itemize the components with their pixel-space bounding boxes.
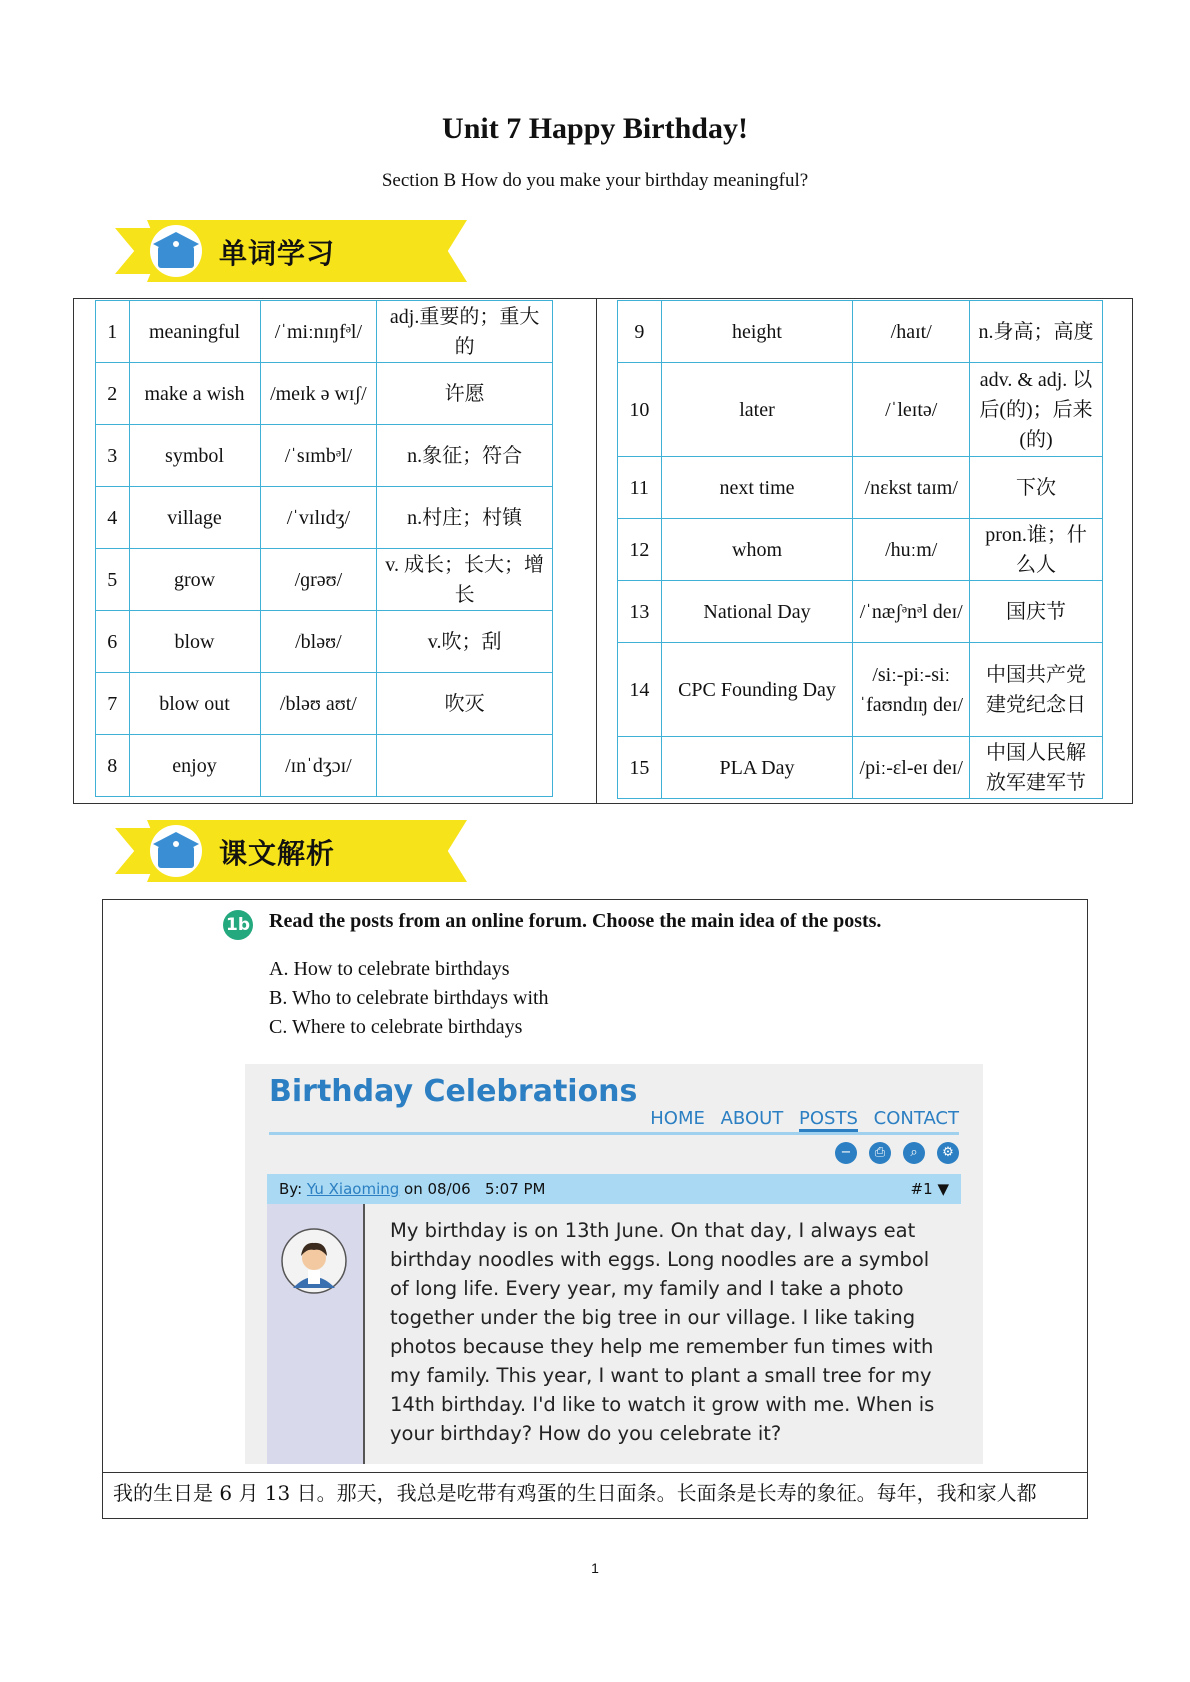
vocab-word: PLA Day	[661, 737, 853, 799]
post-sidebar	[267, 1204, 365, 1464]
nav-about[interactable]: ABOUT	[720, 1108, 784, 1129]
forum-nav	[640, 1108, 959, 1129]
post-body: My birthday is on 13th June. On that day, I always eat birthday noodles with eggs. Long noodles are a symbol of long life. Every year, my family and I take a photo together under the big tree in our village. I like taking photos because they help me remember fun times with my family. This year, I want to plant a small tree for my 14th birthday. I'd like to watch it grow with me. When is your birthday? How do you celebrate it?	[390, 1219, 935, 1445]
vocab-meaning: v. 成长；长大；增长	[377, 549, 553, 611]
vocab-meaning	[377, 735, 553, 797]
vocab-row	[96, 611, 553, 673]
vocab-phonetic: /ɡrəʊ/	[260, 549, 377, 611]
vocab-word: symbol	[129, 425, 260, 487]
option-a: A. How to celebrate birthdays	[269, 958, 510, 980]
vocab-number: 9	[618, 301, 662, 363]
vocab-meaning: 下次	[970, 457, 1103, 519]
translation-line: 我的生日是 6 月 13 日。那天，我总是吃带有鸡蛋的生日面条。长面条是长寿的象征。每年，我和家人都	[103, 1472, 1088, 1519]
vocab-number: 4	[96, 487, 130, 549]
vocab-word: whom	[661, 519, 853, 581]
by-label: By:	[279, 1180, 303, 1198]
vocab-number: 12	[618, 519, 662, 581]
vocab-number: 11	[618, 457, 662, 519]
forum-toolbar	[827, 1142, 959, 1164]
vocab-row	[96, 735, 553, 797]
vocab-phonetic: /siː-piː-siː ˈfaʊndɪŋ deɪ/	[853, 643, 970, 737]
vocab-table-right	[617, 300, 1103, 799]
vocab-number: 3	[96, 425, 130, 487]
vocab-meaning: 国庆节	[970, 581, 1103, 643]
vocab-row	[618, 457, 1103, 519]
vocab-phonetic: /meɪk ə wɪʃ/	[260, 363, 377, 425]
vocab-meaning: n.村庄；村镇	[377, 487, 553, 549]
vocab-phonetic: /ˈnæʃᵊnᵊl deɪ/	[853, 581, 970, 643]
forum-screenshot	[245, 1064, 983, 1464]
vocab-word: enjoy	[129, 735, 260, 797]
vocab-word: later	[661, 363, 853, 457]
nav-contact[interactable]: CONTACT	[873, 1108, 959, 1129]
option-c: C. Where to celebrate birthdays	[269, 1016, 523, 1038]
vocab-word: blow out	[129, 673, 260, 735]
vocab-phonetic: /nɛkst taɪm/	[853, 457, 970, 519]
page-subtitle: Section B How do you make your birthday meaningful?	[381, 170, 809, 191]
vocab-row	[618, 363, 1103, 457]
page-number: 1	[591, 1560, 599, 1576]
graduation-cap-icon	[149, 224, 203, 278]
vocab-meaning: pron.谁；什么人	[970, 519, 1103, 581]
lesson-section-title: 课文解析	[219, 837, 336, 870]
vocab-phonetic: /ˈleɪtə/	[853, 363, 970, 457]
vocab-word: height	[661, 301, 853, 363]
vocab-word: grow	[129, 549, 260, 611]
vocab-section-banner	[115, 218, 505, 284]
lesson-frame	[102, 899, 1088, 1519]
dropdown-arrow-icon[interactable]: ▼	[937, 1180, 949, 1198]
vocab-phonetic: /bləʊ/	[260, 611, 377, 673]
vocab-number: 2	[96, 363, 130, 425]
vocab-phonetic: /piː-ɛl-eɪ deɪ/	[853, 737, 970, 799]
vocab-meaning: 中国人民解放军建军节	[970, 737, 1103, 799]
print-icon[interactable]: ⎙	[869, 1142, 891, 1164]
vocab-row	[618, 519, 1103, 581]
vocab-row	[618, 581, 1103, 643]
vocab-phonetic: /ˈvɪlɪdʒ/	[260, 487, 377, 549]
vocab-row	[618, 643, 1103, 737]
vocab-word: CPC Founding Day	[661, 643, 853, 737]
vocab-meaning: n.象征；符合	[377, 425, 553, 487]
vocab-meaning: 许愿	[377, 363, 553, 425]
vocab-number: 13	[618, 581, 662, 643]
vocab-phonetic: /ˈsɪmbᵊl/	[260, 425, 377, 487]
vocab-word: National Day	[661, 581, 853, 643]
page-title: Unit 7 Happy Birthday!	[442, 112, 748, 145]
post-header	[267, 1174, 961, 1204]
post-number: #1	[910, 1180, 933, 1198]
vocab-phonetic: /ˈmiːnɪŋfᵊl/	[260, 301, 377, 363]
vocab-number: 8	[96, 735, 130, 797]
nav-home[interactable]: HOME	[650, 1108, 705, 1129]
vocab-word: make a wish	[129, 363, 260, 425]
vocab-meaning: n.身高；高度	[970, 301, 1103, 363]
vocab-number: 14	[618, 643, 662, 737]
search-icon[interactable]: ⌕	[903, 1142, 925, 1164]
nav-posts[interactable]: POSTS	[799, 1108, 858, 1132]
vocab-phonetic: /haɪt/	[853, 301, 970, 363]
vocab-number: 15	[618, 737, 662, 799]
vocab-row	[96, 673, 553, 735]
vocab-number: 7	[96, 673, 130, 735]
lesson-section-banner	[115, 818, 505, 884]
settings-icon[interactable]: ⚙	[937, 1142, 959, 1164]
vocab-meaning: 中国共产党建党纪念日	[970, 643, 1103, 737]
avatar	[281, 1228, 347, 1294]
graduation-cap-icon	[149, 824, 203, 878]
vocab-number: 1	[96, 301, 130, 363]
vocab-number: 5	[96, 549, 130, 611]
vocab-number: 6	[96, 611, 130, 673]
vocab-phonetic: /huːm/	[853, 519, 970, 581]
vocab-meaning: adj.重要的；重大的	[377, 301, 553, 363]
vocab-word: blow	[129, 611, 260, 673]
exercise-instruction: Read the posts from an online forum. Choose the main idea of the posts.	[269, 910, 882, 932]
post-date: on 08/06	[404, 1180, 471, 1198]
vocab-row	[96, 549, 553, 611]
minus-icon[interactable]: −	[835, 1142, 857, 1164]
vocab-word: meaningful	[129, 301, 260, 363]
exercise-badge: 1b	[223, 910, 253, 940]
vocab-meaning: 吹灭	[377, 673, 553, 735]
post-time: 5:07 PM	[485, 1180, 546, 1198]
vocab-row	[96, 363, 553, 425]
vocab-meaning: v.吹；刮	[377, 611, 553, 673]
vocab-row	[96, 425, 553, 487]
vocab-phonetic: /ɪnˈdʒɔɪ/	[260, 735, 377, 797]
vocab-row	[618, 301, 1103, 363]
vocab-meaning: adv. & adj. 以后(的)；后来(的)	[970, 363, 1103, 457]
vocab-word: village	[129, 487, 260, 549]
vocab-section-title: 单词学习	[219, 237, 336, 270]
author-link[interactable]: Yu Xiaoming	[306, 1180, 400, 1198]
vocab-number: 10	[618, 363, 662, 457]
forum-title: Birthday Celebrations	[269, 1074, 638, 1109]
vocab-table-left	[95, 300, 553, 797]
vocab-row	[618, 737, 1103, 799]
vocab-row	[96, 301, 553, 363]
option-b: B. Who to celebrate birthdays with	[269, 987, 549, 1009]
vocab-word: next time	[661, 457, 853, 519]
vocab-phonetic: /bləʊ aʊt/	[260, 673, 377, 735]
vocab-row	[96, 487, 553, 549]
